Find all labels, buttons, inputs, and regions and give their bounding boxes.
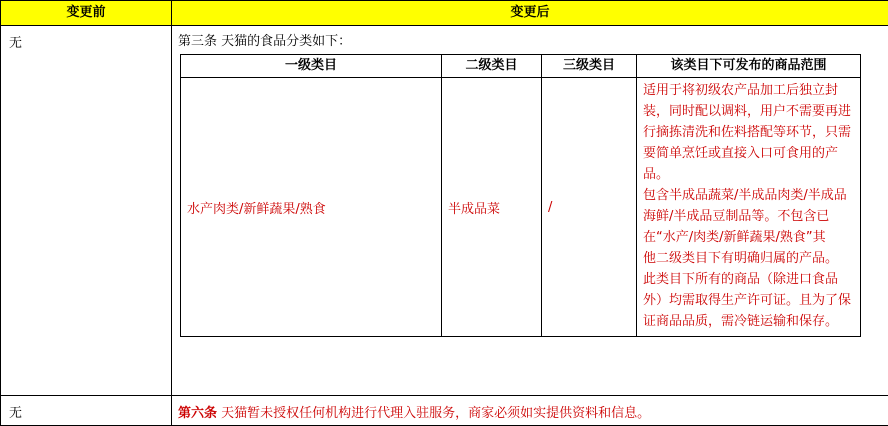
header-after: 变更后 — [172, 1, 888, 26]
header-before: 变更前 — [1, 1, 172, 26]
article-six-label: 第六条 — [178, 406, 218, 421]
level3-cell: / — [542, 78, 637, 337]
food-category-table — [180, 54, 861, 337]
header-row — [1, 1, 888, 26]
level1-cell: 水产肉类/新鲜蔬果/熟食 — [181, 78, 442, 337]
scope-line: 包含半成品蔬菜/半成品肉类/半成品 — [643, 188, 847, 203]
scope-line: 在“水产/肉类/新鲜蔬果/熟食”其 — [643, 230, 826, 245]
before-cell: 无 — [1, 396, 172, 426]
level2-cell: 半成品菜 — [442, 78, 542, 337]
scope-line: 适用于将初级农产品加工后独立封 — [643, 83, 839, 98]
scope-line: 外）均需取得生产许可证。且为了保 — [643, 293, 852, 308]
table-row — [1, 396, 888, 426]
scope-line: 要简单烹饪或直接入口可食用的产 — [643, 146, 839, 161]
scope-line: 他二级类目下有明确归属的产品。 — [643, 251, 839, 266]
category-header-row — [181, 55, 861, 78]
category-row — [181, 78, 861, 337]
scope-line: 装，同时配以调料，用户不需要再进 — [643, 104, 852, 119]
before-cell: 无 — [1, 26, 172, 396]
after-cell — [172, 26, 888, 396]
col-header-scope: 该类目下可发布的商品范围 — [637, 55, 861, 78]
scope-line: 证商品品质，需冷链运输和保存。 — [643, 314, 839, 329]
article-three-title: 第三条 天猫的食品分类如下： — [178, 34, 352, 49]
scope-line: 此类目下所有的商品（除进口食品 — [643, 272, 839, 287]
scope-line: 海鲜/半成品豆制品等。不包含已 — [643, 209, 830, 224]
scope-cell — [637, 78, 861, 337]
col-header-level1: 一级类目 — [181, 55, 442, 78]
scope-line: 行摘拣清洗和佐料搭配等环节，只需 — [643, 125, 852, 140]
after-cell — [172, 396, 888, 426]
article-six-text: 天猫暂未授权任何机构进行代理入驻服务，商家必须如实提供资料和信息。 — [217, 406, 651, 421]
col-header-level2: 二级类目 — [442, 55, 542, 78]
col-header-level3: 三级类目 — [542, 55, 637, 78]
table-row — [1, 26, 888, 396]
scope-line: 品。 — [643, 167, 670, 182]
